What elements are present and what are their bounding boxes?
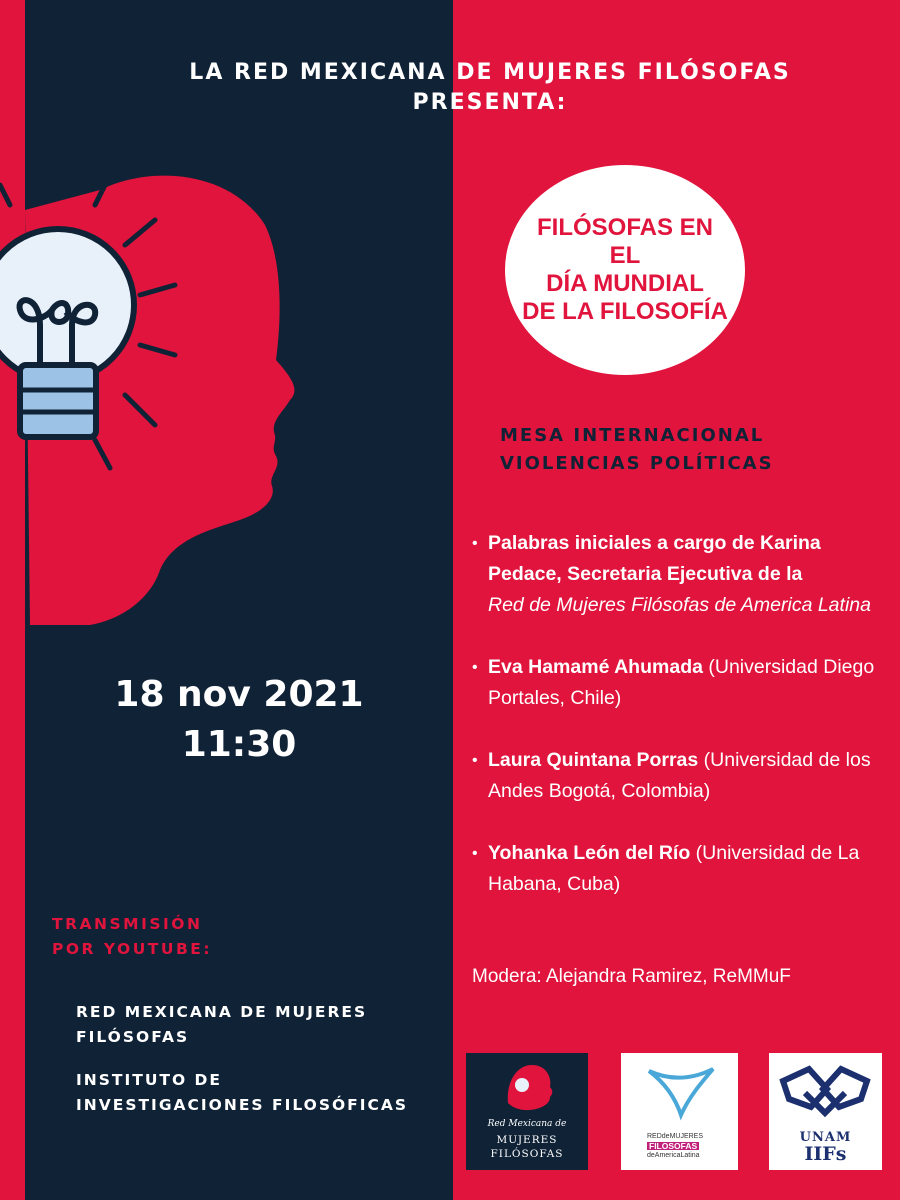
logo-remmuf bbox=[466, 1053, 588, 1170]
unam-logo-line-2: IIFs bbox=[804, 1143, 847, 1165]
broadcast-channel-2: INSTITUTO DE INVESTIGACIONES FILOSÓFICAS bbox=[76, 1071, 409, 1114]
rmfal-logo-line-2: FILOSOFAS bbox=[649, 1140, 698, 1151]
broadcast-channel-1: RED MEXICANA DE MUJERES FILÓSOFAS bbox=[76, 1003, 368, 1046]
speaker-name: Palabras iniciales a cargo de Karina Pedace, Secretaria Ejecutiva de la bbox=[488, 532, 821, 585]
speaker-item bbox=[470, 528, 890, 621]
badge-line-2: DÍA MUNDIAL bbox=[546, 270, 704, 297]
speaker-name: Yohanka León del Río bbox=[488, 842, 691, 864]
panel-title-line-1: MESA INTERNACIONAL bbox=[500, 425, 765, 446]
broadcast-label bbox=[52, 912, 212, 962]
header-presenta: PRESENTA: bbox=[412, 90, 568, 115]
panel-title bbox=[500, 422, 774, 478]
rmfal-logo-line-3: deAmericaLatina bbox=[647, 1152, 700, 1159]
speaker-name: Laura Quintana Porras bbox=[488, 749, 699, 771]
badge-line-1: FILÓSOFAS EN EL bbox=[536, 214, 713, 269]
speaker-affiliation: (Universidad de los Andes Bogotá, Colombia) bbox=[488, 749, 871, 802]
speaker-affiliation: (Universidad de La Habana, Cuba) bbox=[488, 842, 860, 895]
speaker-list bbox=[470, 528, 890, 931]
broadcast-label-line-2: POR YOUTUBE: bbox=[52, 940, 213, 958]
rmfal-swoosh-icon bbox=[621, 1053, 738, 1133]
speaker-item bbox=[470, 838, 890, 900]
head-silhouette-illustration bbox=[0, 150, 460, 670]
unam-logo-line-1: UNAM bbox=[799, 1130, 852, 1145]
speaker-item bbox=[470, 652, 890, 714]
broadcast-label-line-1: TRANSMISIÓN bbox=[52, 915, 203, 933]
logo-unam-iifs bbox=[769, 1053, 882, 1170]
logo-red-mujeres-filosofas-america-latina bbox=[621, 1053, 738, 1170]
event-header bbox=[0, 58, 900, 118]
remmuf-head-icon bbox=[466, 1053, 588, 1119]
badge-line-3: DE LA FILOSOFÍA bbox=[522, 298, 728, 325]
panel-title-line-2: VIOLENCIAS POLÍTICAS bbox=[500, 453, 774, 474]
speaker-item bbox=[470, 745, 890, 807]
speaker-affiliation: (Universidad Diego Portales, Chile) bbox=[488, 656, 875, 709]
event-date: 18 nov 2021 bbox=[114, 674, 364, 715]
header-organizer: LA RED MEXICANA DE MUJERES FILÓSOFAS bbox=[189, 60, 791, 85]
remmuf-logo-filosofas: FILÓSOFAS bbox=[490, 1148, 564, 1160]
remmuf-logo-mujeres: MUJERES bbox=[496, 1134, 558, 1146]
event-title bbox=[520, 214, 730, 326]
rmfal-logo-line-1: REDdeMUJERES bbox=[647, 1133, 704, 1140]
speaker-affiliation: Red de Mujeres Filósofas de America Latina bbox=[488, 594, 871, 616]
moderator-text: Modera: Alejandra Ramirez, ReMMuF bbox=[472, 966, 791, 987]
event-datetime bbox=[25, 670, 453, 770]
unam-iifs-emblem-icon bbox=[769, 1053, 882, 1129]
remmuf-logo-line-1: Red Mexicana de bbox=[487, 1119, 567, 1129]
event-title-badge bbox=[505, 165, 745, 375]
speaker-name: Eva Hamamé Ahumada bbox=[488, 656, 703, 678]
event-time: 11:30 bbox=[181, 724, 297, 765]
rmfal-logo-text bbox=[647, 1133, 703, 1161]
remmuf-logo-line-2 bbox=[466, 1133, 588, 1161]
